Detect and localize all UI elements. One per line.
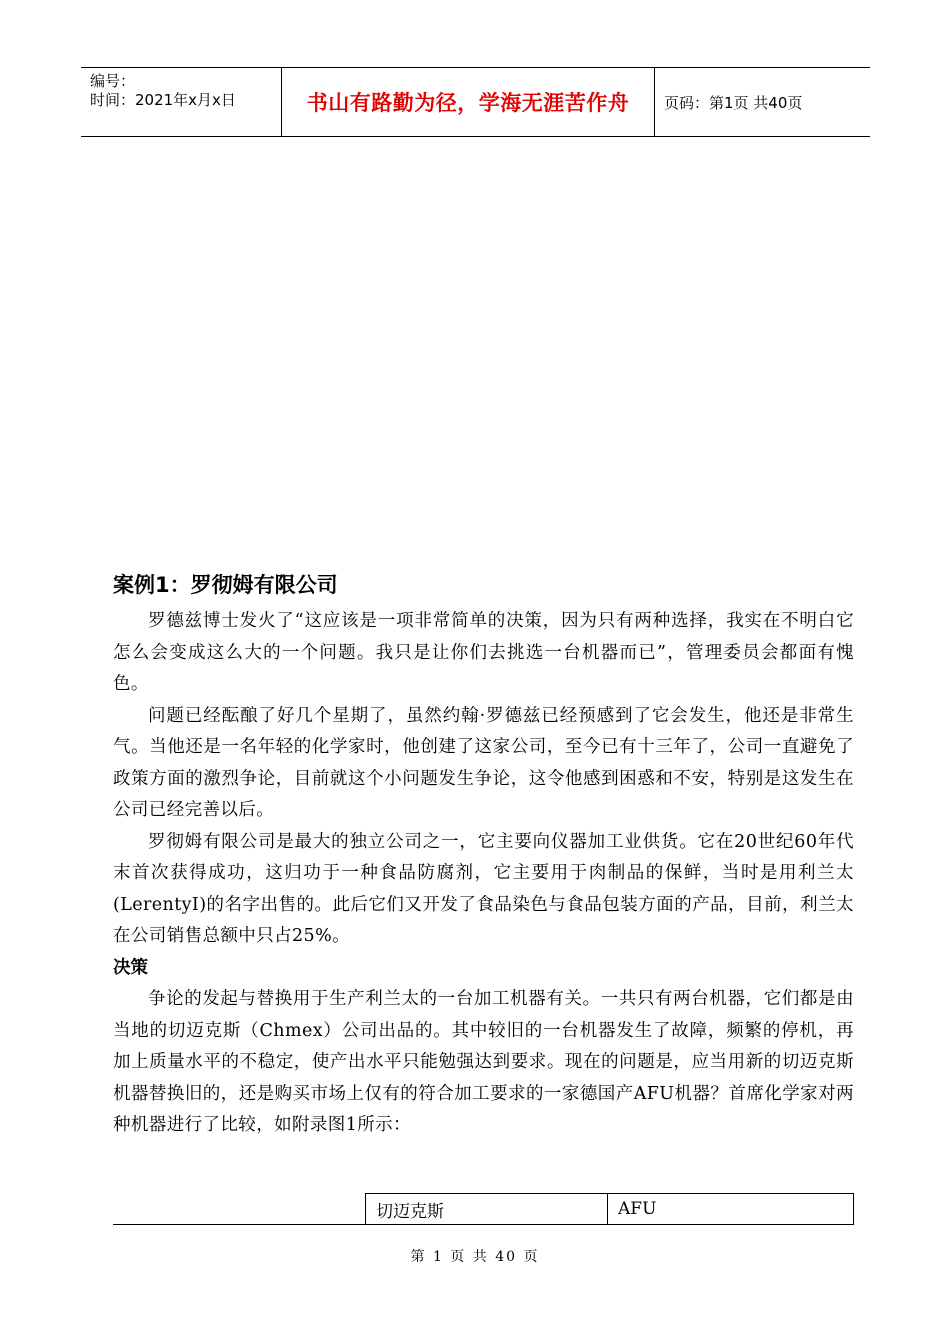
table-header-chmex: 切迈克斯 (365, 1193, 607, 1224)
table-empty-cell (113, 1193, 365, 1224)
paragraph: 罗彻姆有限公司是最大的独立公司之一，它主要向仪器加工业供货。它在20世纪60年代末首次获得成功，这归功于一种食品防腐剂，它主要用于肉制品的保鲜，当时是用利兰太(LerentyI)的名字出售的。此后它们又开发了食品染色与食品包装方面的产品，目前，利兰太在公司销售总额中只占25%。 (113, 831, 854, 946)
header-page-info: 页码：第1页 共40页 (664, 93, 803, 112)
comparison-table-header (113, 1193, 854, 1225)
header-motto: 书山有路勤为径，学海无涯苦作舟 (306, 91, 630, 115)
page-header (81, 67, 870, 137)
case-title: 案例1：罗彻姆有限公司 (113, 573, 338, 597)
page-footer: 第 1 页 共 40 页 (410, 1249, 540, 1265)
header-motto-cell (282, 68, 655, 136)
paragraph: 罗德兹博士发火了“这应该是一项非常简单的决策，因为只有两种选择，我实在不明白它怎么会变成这么大的一个问题。我只是让你们去挑选一台机器而已”，管理委员会都面有愧色。 (113, 611, 854, 694)
table-header-afu: AFU (607, 1193, 854, 1224)
header-meta (81, 68, 282, 136)
header-time-label: 时间：2021年x月x日 (90, 91, 236, 109)
section-title: 决策 (113, 957, 148, 978)
document-body (113, 569, 854, 1142)
header-number-label: 编号： (90, 72, 136, 90)
paragraph: 问题已经酝酿了好几个星期了，虽然约翰·罗德兹已经预感到了它会发生，他还是非常生气。当他还是一名年轻的化学家时，他创建了这家公司，至今已有十三年了，公司一直避免了政策方面的激烈争论，目前就这个小问题发生争论，这令他感到困惑和不安，特别是这发生在公司已经完善以后。 (113, 705, 854, 820)
paragraph: 争论的发起与替换用于生产利兰太的一台加工机器有关。一共只有两台机器，它们都是由当地的切迈克斯（Chmex）公司出品的。其中较旧的一台机器发生了故障，频繁的停机，再加上质量水平的不稳定，使产出水平只能勉强达到要求。现在的问题是，应当用新的切迈克斯机器替换旧的，还是购买市场上仅有的符合加工要求的一家德国产AFU机器？首席化学家对两种机器进行了比较，如附录图1所示： (113, 989, 854, 1135)
